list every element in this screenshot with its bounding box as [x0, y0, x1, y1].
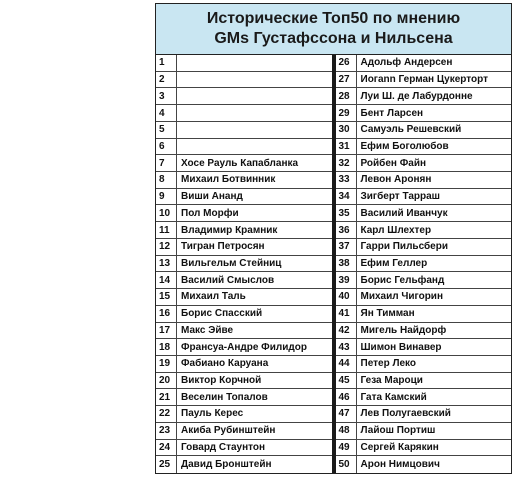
table-row — [156, 373, 332, 390]
table-row — [336, 139, 512, 156]
player-name: Михаил Чигорин — [360, 291, 443, 303]
rank-number: 18 — [156, 339, 177, 355]
player-name: Самуэль Решевский — [360, 124, 462, 136]
rank-number: 11 — [156, 222, 177, 238]
player-name: Василий Иванчук — [360, 207, 448, 219]
rank-number: 14 — [156, 272, 177, 288]
rank-number: 4 — [156, 105, 177, 121]
rank-number: 10 — [156, 205, 177, 221]
table-row — [156, 272, 332, 289]
player-name: Геза Мароци — [360, 375, 423, 387]
table-row — [336, 72, 512, 89]
table-row — [336, 222, 512, 239]
player-name — [177, 122, 332, 138]
table-row — [156, 423, 332, 440]
player-name: Гата Камский — [360, 391, 427, 403]
table-row — [156, 105, 332, 122]
player-name: Говард Стаунтон — [181, 441, 266, 453]
rank-number: 26 — [336, 55, 357, 71]
table-row — [336, 239, 512, 256]
table-row — [336, 88, 512, 105]
rank-number: 21 — [156, 389, 177, 405]
player-name: Франсуа-Андре Филидор — [181, 341, 307, 353]
table-row — [336, 256, 512, 273]
player-name: Лев Полугаевский — [360, 408, 451, 420]
table-row — [156, 189, 332, 206]
rank-number: 31 — [336, 139, 357, 155]
table-row — [336, 105, 512, 122]
rank-number: 5 — [156, 122, 177, 138]
player-name: Ян Тимман — [360, 308, 415, 320]
player-name: Карл Шлехтер — [360, 224, 432, 236]
rank-number: 37 — [336, 239, 357, 255]
player-name: Ефим Боголюбов — [360, 140, 449, 152]
player-name — [177, 139, 332, 155]
rank-number: 34 — [336, 189, 357, 205]
player-name: Гарри Пильсбери — [360, 241, 448, 253]
table-row — [156, 222, 332, 239]
player-name: Вильгельм Стейниц — [181, 257, 282, 269]
rank-number: 12 — [156, 239, 177, 255]
rank-number: 44 — [336, 356, 357, 372]
rank-number: 20 — [156, 373, 177, 389]
table-body — [156, 55, 511, 473]
player-name: Левон Аронян — [360, 174, 432, 186]
table-row — [156, 389, 332, 406]
rank-number: 50 — [336, 456, 357, 473]
title-line-2: GMs Густафссона и Нильсена — [214, 30, 453, 47]
table-row — [336, 306, 512, 323]
player-name — [177, 88, 332, 104]
table-row — [156, 122, 332, 139]
rank-number: 42 — [336, 323, 357, 339]
player-name: Михаил Таль — [181, 291, 246, 303]
table-row — [336, 339, 512, 356]
rank-number: 30 — [336, 122, 357, 138]
player-name: Макс Эйве — [181, 324, 234, 336]
rank-number: 40 — [336, 289, 357, 305]
player-name: Бент Ларсен — [360, 107, 424, 119]
player-name — [177, 55, 332, 71]
rank-number: 25 — [156, 456, 177, 473]
table-row — [156, 356, 332, 373]
player-name: Хосе Рауль Капабланка — [181, 157, 299, 169]
player-name: Шимон Винавер — [360, 341, 442, 353]
title-line-1: Исторические Топ50 по мнению — [206, 10, 461, 27]
rank-number: 27 — [336, 72, 357, 88]
player-name: Давид Бронштейн — [181, 459, 272, 471]
player-name — [177, 105, 332, 121]
table-row — [156, 172, 332, 189]
table-row — [156, 239, 332, 256]
rank-number: 45 — [336, 373, 357, 389]
table-row — [156, 72, 332, 89]
player-name: Луи Ш. де Лабурдонне — [360, 90, 473, 102]
rank-number: 49 — [336, 440, 357, 456]
table-row — [156, 406, 332, 423]
rank-number: 43 — [336, 339, 357, 355]
player-name: Ефим Геллер — [360, 257, 428, 269]
rank-number: 13 — [156, 256, 177, 272]
rank-number: 29 — [336, 105, 357, 121]
rank-number: 2 — [156, 72, 177, 88]
player-name: Веселин Топалов — [181, 391, 268, 403]
player-name — [177, 72, 332, 88]
table-row — [156, 440, 332, 457]
table-row — [156, 155, 332, 172]
table-row — [336, 323, 512, 340]
table-row — [156, 289, 332, 306]
rank-number: 17 — [156, 323, 177, 339]
rank-number: 23 — [156, 423, 177, 439]
player-name: Зигберт Тарраш — [360, 191, 441, 203]
table-row — [336, 389, 512, 406]
table-row — [156, 139, 332, 156]
player-name: Борис Гельфанд — [360, 274, 445, 286]
table-row — [336, 272, 512, 289]
rank-number: 19 — [156, 356, 177, 372]
ranking-table — [155, 3, 512, 474]
table-row — [156, 306, 332, 323]
rank-number: 3 — [156, 88, 177, 104]
rank-number: 46 — [336, 389, 357, 405]
player-name: Акиба Рубинштейн — [181, 425, 276, 437]
player-name: Пол Морфи — [181, 207, 239, 219]
table-row — [336, 456, 512, 473]
rank-number: 1 — [156, 55, 177, 71]
table-row — [336, 423, 512, 440]
player-name: Сергей Карякин — [360, 441, 439, 453]
rank-number: 33 — [336, 172, 357, 188]
table-row — [156, 256, 332, 273]
player-name: Тигран Петросян — [181, 241, 265, 253]
table-row — [336, 373, 512, 390]
rank-number: 36 — [336, 222, 357, 238]
table-row — [336, 122, 512, 139]
table-row — [156, 55, 332, 72]
table-row — [156, 88, 332, 105]
player-name: Виктор Корчной — [181, 375, 262, 387]
table-row — [156, 323, 332, 340]
rank-number: 7 — [156, 155, 177, 171]
player-name: Михаил Ботвинник — [181, 174, 276, 186]
table-row — [336, 55, 512, 72]
player-name: Иогann Герман Цукерторт — [360, 74, 489, 86]
rank-number: 38 — [336, 256, 357, 272]
rank-number: 6 — [156, 139, 177, 155]
rank-number: 28 — [336, 88, 357, 104]
player-name: Петер Леко — [360, 358, 417, 370]
rank-number: 39 — [336, 272, 357, 288]
rank-number: 22 — [156, 406, 177, 422]
table-row — [336, 205, 512, 222]
rank-number: 35 — [336, 205, 357, 221]
rank-number: 9 — [156, 189, 177, 205]
table-row — [336, 172, 512, 189]
table-row — [336, 289, 512, 306]
table-row — [156, 339, 332, 356]
rank-number: 15 — [156, 289, 177, 305]
rank-number: 8 — [156, 172, 177, 188]
rank-number: 48 — [336, 423, 357, 439]
player-name: Фабиано Каруана — [181, 358, 269, 370]
table-row — [336, 189, 512, 206]
player-name: Мигель Найдорф — [360, 324, 447, 336]
left-column — [156, 55, 332, 473]
player-name: Адольф Андерсен — [360, 57, 453, 69]
right-column — [336, 55, 512, 473]
player-name: Василий Смыслов — [181, 274, 275, 286]
player-name: Борис Спасский — [181, 308, 263, 320]
player-name: Арон Нимцович — [360, 459, 440, 471]
player-name: Ройбен Файн — [360, 157, 427, 169]
table-row — [156, 205, 332, 222]
rank-number: 16 — [156, 306, 177, 322]
rank-number: 47 — [336, 406, 357, 422]
table-row — [336, 406, 512, 423]
player-name: Владимир Крамник — [181, 224, 278, 236]
rank-number: 32 — [336, 155, 357, 171]
table-title — [156, 4, 511, 55]
table-row — [156, 456, 332, 473]
table-row — [336, 356, 512, 373]
rank-number: 41 — [336, 306, 357, 322]
player-name: Лайош Портиш — [360, 425, 436, 437]
table-row — [336, 440, 512, 457]
table-row — [336, 155, 512, 172]
rank-number: 24 — [156, 440, 177, 456]
player-name: Виши Ананд — [181, 191, 243, 203]
player-name: Пауль Керес — [181, 408, 244, 420]
